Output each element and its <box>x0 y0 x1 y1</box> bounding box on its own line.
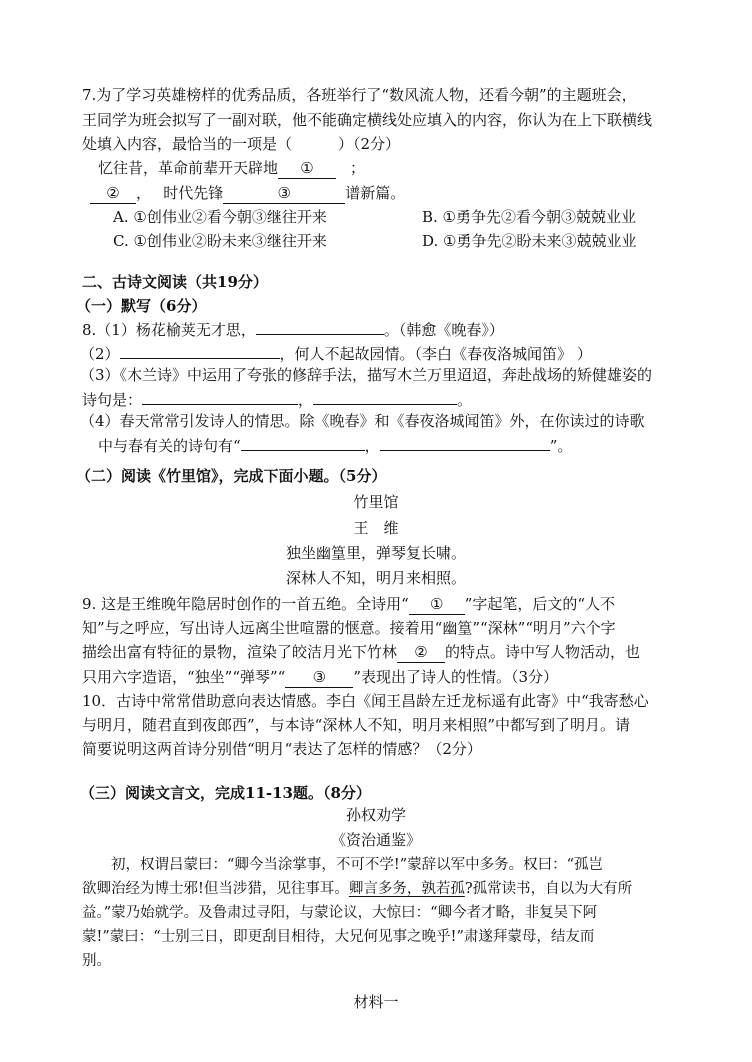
q10-line3: 简要说明这两首诗分别借“明月“表达了怎样的情感？（2分） <box>82 740 482 758</box>
q9-line2: 知”与之呼应，写出诗人远离尘世喧嚣的惬意。接着用“幽篁”“深林”“明月”六个字 <box>82 619 616 637</box>
section-2-1-title: （一）默写（6分） <box>76 297 207 315</box>
q8-3-period: 。 <box>457 391 473 409</box>
q9-line3 <box>82 642 640 663</box>
q7-option-c[interactable]: C. ①创伟业②盼未来③继往开来 <box>113 232 327 250</box>
classical-text-line4: 蒙!”蒙曰：“士别三日，即更刮目相待，大兄何见事之晚乎!”肃遂拜蒙母，结友而 <box>82 929 595 945</box>
q7-blank-2[interactable]: ② <box>90 183 136 204</box>
q7-stem-line2: 王同学为班会拟写了一副对联，他不能确定横线处应填入的内容，你认为在上下联横线 <box>82 111 653 129</box>
q9-line1 <box>82 594 615 615</box>
poem-author: 王 维 <box>353 519 399 537</box>
q8-2 <box>80 342 592 364</box>
section-3-title: （三）阅读文言文，完成11-13题。（8分） <box>80 784 371 802</box>
q8-4-line1: （4）春天常常引发诗人的情思。除《晚春》和《春夜洛城闻笛》外，在你读过的诗歌 <box>80 412 645 430</box>
q9-line3-text: 描绘出富有特征的景物，渲染了皎洁月光下竹林 <box>82 643 398 661</box>
material-1-label: 材料一 <box>353 993 399 1011</box>
q8-4-answer-line-2[interactable] <box>380 434 550 451</box>
q8-3-label: 诗句是： <box>82 391 143 409</box>
q8-1 <box>82 318 504 340</box>
poem-line-1: 独坐幽篁里，弹琴复长啸。 <box>285 544 466 562</box>
q9-blank-2[interactable]: ② <box>397 642 445 663</box>
q7-couplet1-end: ； <box>350 159 366 177</box>
classical-text-line2-a: 欲卿治经为博士邪!但当涉猎，见往事耳。 <box>82 881 349 897</box>
text-source: 《资治通鉴》 <box>330 831 421 849</box>
classical-text-line1: 初，权谓吕蒙曰：“卿今当涂掌事，不可不学!”蒙辞以军中多务。权曰：“孤岂 <box>82 857 604 873</box>
q7-couplet-line2 <box>90 183 405 204</box>
q8-3-comma: ， <box>298 391 314 409</box>
poem-line-2: 深林人不知，明月来相照。 <box>285 569 466 587</box>
q7-stem-score: ）（2分） <box>338 135 401 153</box>
q10-line1: 10．古诗中常常借助意向表达情感。李白《闻王昌龄左迁龙标遥有此寄》中“我寄愁心 <box>82 692 649 710</box>
classical-text-line5: 别。 <box>82 953 111 969</box>
q8-4-answer-line-1[interactable] <box>241 434 365 451</box>
q9-line1-end: ”字起笔，后文的“人不 <box>464 595 616 613</box>
q7-option-b[interactable]: B. ①勇争先②看今朝③兢兢业业 <box>422 208 637 226</box>
q7-stem-text: 处填入内容，最恰当的一项是（ <box>82 135 293 153</box>
q8-4-end: ”。 <box>549 437 573 455</box>
q7-blank-1[interactable]: ① <box>278 158 336 179</box>
q7-blank-3[interactable]: ③ <box>223 183 345 204</box>
q8-3-answer-line-1[interactable] <box>142 388 298 405</box>
q9-line4 <box>82 667 558 688</box>
q7-couplet2-end: 谱新篇。 <box>345 184 406 202</box>
classical-text-underlined: 卿言多务，孰若孤 <box>348 881 465 897</box>
q9-blank-1[interactable]: ① <box>409 594 465 615</box>
q8-1-text: 8.（1）杨花榆荚无才思， <box>82 321 256 339</box>
q9-line4-end: ”表现出了诗人的性情。（3分） <box>353 668 559 686</box>
q8-4-comma: ， <box>364 437 380 455</box>
q8-3-line1: （3）《木兰诗》中运用了夸张的修辞手法，描写木兰万里迢迢，奔赴战场的矫健雄姿的 <box>80 366 653 384</box>
q7-option-d[interactable]: D. ①勇争先②盼未来③兢兢业业 <box>422 232 637 250</box>
q7-couplet1-text: 忆往昔，革命前辈开天辟地 <box>98 159 279 177</box>
q8-3-line2 <box>82 388 472 410</box>
classical-text-line2 <box>82 879 632 899</box>
q7-stem-line1: 7.为了学习英雄榜样的优秀品质，各班举行了“数风流人物，还看今朝”的主题班会， <box>82 86 637 104</box>
q8-1-answer-line[interactable] <box>256 318 384 335</box>
q10-line2: 与明月，随君直到夜郎西”，与本诗“深林人不知，明月来相照”中都写到了明月。请 <box>82 716 631 734</box>
q7-option-a[interactable]: A. ①创伟业②看今朝③继往开来 <box>113 208 327 226</box>
classical-text-line2-b: ?孤常读书，自以为大有所 <box>464 881 633 897</box>
q9-line1-text: 9. 这是王维晚年隐居时创作的一首五绝。全诗用“ <box>82 595 409 613</box>
q7-stem-line3 <box>82 134 400 154</box>
q8-2-label: （2） <box>80 345 120 363</box>
text-title: 孙权劝学 <box>345 806 406 824</box>
q9-line4-text: 只用六字造语，“独坐”“弹琴”“ <box>82 668 286 686</box>
poem-title: 竹里馆 <box>353 493 399 511</box>
q7-couplet-line1 <box>98 158 365 179</box>
q9-line3-end: 的特点。诗中写人物活动，也 <box>445 643 641 661</box>
q9-blank-3[interactable]: ③ <box>285 667 353 688</box>
q8-4-label: 中与春有关的诗句有“ <box>98 437 241 455</box>
q8-1-source: 。（韩愈《晚春》） <box>383 321 504 339</box>
q7-couplet2-text: ， 时代先锋 <box>136 184 224 202</box>
section-2-2-title: （二）阅读《竹里馆》，完成下面小题。（5分） <box>76 467 387 485</box>
q8-4-line2 <box>98 434 572 456</box>
classical-text-line3: 益。”蒙乃始就学。及鲁肃过寻阳，与蒙论议，大惊曰：“卿今者才略，非复吴下阿 <box>82 905 598 921</box>
q8-2-text: ，何人不起故园情。（李白《春夜洛城闻笛》 ） <box>279 345 592 363</box>
q8-3-answer-line-2[interactable] <box>313 388 457 405</box>
section-2-title: 二、古诗文阅读（共19分） <box>82 273 268 291</box>
q8-2-answer-line[interactable] <box>120 342 280 359</box>
